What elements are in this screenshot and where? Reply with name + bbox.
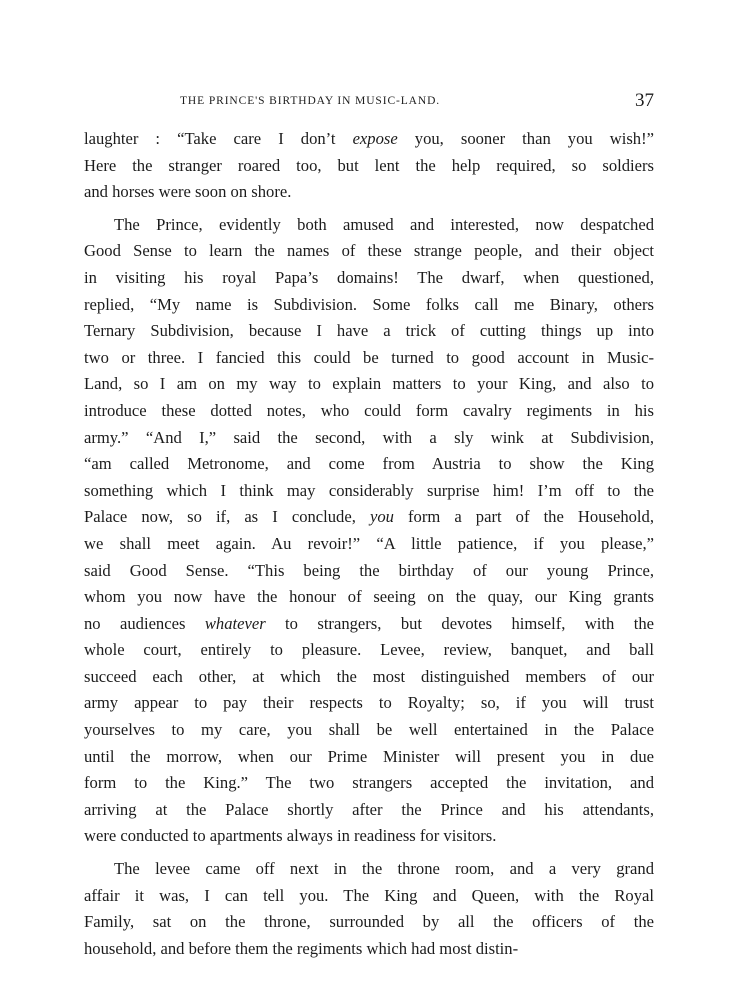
text-line: army.” “And I,” said the second, with a sly wink at Subdivision,: [84, 427, 654, 447]
text-line: yourselves to my care, you shall be well entertained in the Palace: [84, 720, 654, 740]
text-line: introduce these dotted notes, who could form cavalry regiments in his: [84, 400, 654, 420]
text-line: and horses were soon on shore.: [84, 182, 292, 202]
text-line: Ternary Subdivision, because I have a trick of cutting things up into: [84, 321, 654, 341]
text-line: Land, so I am on my way to explain matters to your King, and also to: [84, 374, 654, 394]
text-line: in visiting his royal Papa’s domains! The dwarf, when questioned,: [84, 267, 654, 287]
text-line: replied, “My name is Subdivision. Some folks call me Binary, others: [84, 294, 654, 314]
text-line: arriving at the Palace shortly after the Prince and his attendants,: [84, 799, 654, 819]
text-line: Family, sat on the throne, surrounded by all the officers of the: [84, 912, 654, 932]
text-line: were conducted to apartments always in readiness for visitors.: [84, 826, 497, 846]
text-line: Palace now, so if, as I conclude, you form a part of the Household,: [84, 507, 654, 527]
text-line: no audiences whatever to strangers, but devotes himself, with the: [84, 613, 655, 633]
paragraph-2: [84, 212, 654, 850]
text-line: Here the stranger roared too, but lent the help required, so soldiers: [84, 155, 654, 175]
text-line: household, and before them the regiments which had most distin-: [84, 938, 519, 958]
text-line: two or three. I fancied this could be turned to good account in Music-: [84, 347, 654, 367]
text-line: Good Sense to learn the names of these strange people, and their object: [84, 241, 654, 261]
text-line: form to the King.” The two strangers accepted the invitation, and: [84, 773, 654, 793]
text-line: whom you now have the honour of seeing on the quay, our King grants: [84, 587, 654, 607]
text-line: whole court, entirely to pleasure. Levee, review, banquet, and ball: [84, 640, 654, 660]
text-line: something which I think may considerably surprise him! I’m off to the: [84, 480, 654, 500]
running-head: [84, 92, 654, 114]
text-line: until the morrow, when our Prime Minister will present you in due: [84, 746, 654, 766]
text-line: laughter : “Take care I don’t expose you, sooner than you wish!”: [84, 129, 654, 148]
body-text: [84, 126, 654, 962]
text-line: succeed each other, at which the most distinguished members of our: [84, 666, 654, 686]
text-line: we shall meet again. Au revoir!” “A little patience, if you please,”: [84, 533, 654, 553]
text-line: said Good Sense. “This being the birthday of our young Prince,: [84, 560, 654, 580]
text-line: The levee came off next in the throne room, and a very grand: [114, 859, 654, 879]
paragraph-3: [84, 856, 654, 962]
page-number: 37: [635, 90, 654, 111]
text-line: The Prince, evidently both amused and interested, now despatched: [114, 214, 654, 234]
paragraph-1: [84, 126, 654, 206]
text-line: affair it was, I can tell you. The King and Queen, with the Royal: [84, 885, 654, 905]
running-head-title: THE PRINCE'S BIRTHDAY IN MUSIC-LAND.: [180, 95, 441, 107]
text-line: “am called Metronome, and come from Austria to show the King: [84, 454, 654, 474]
text-line: army appear to pay their respects to Royalty; so, if you will trust: [84, 693, 654, 713]
